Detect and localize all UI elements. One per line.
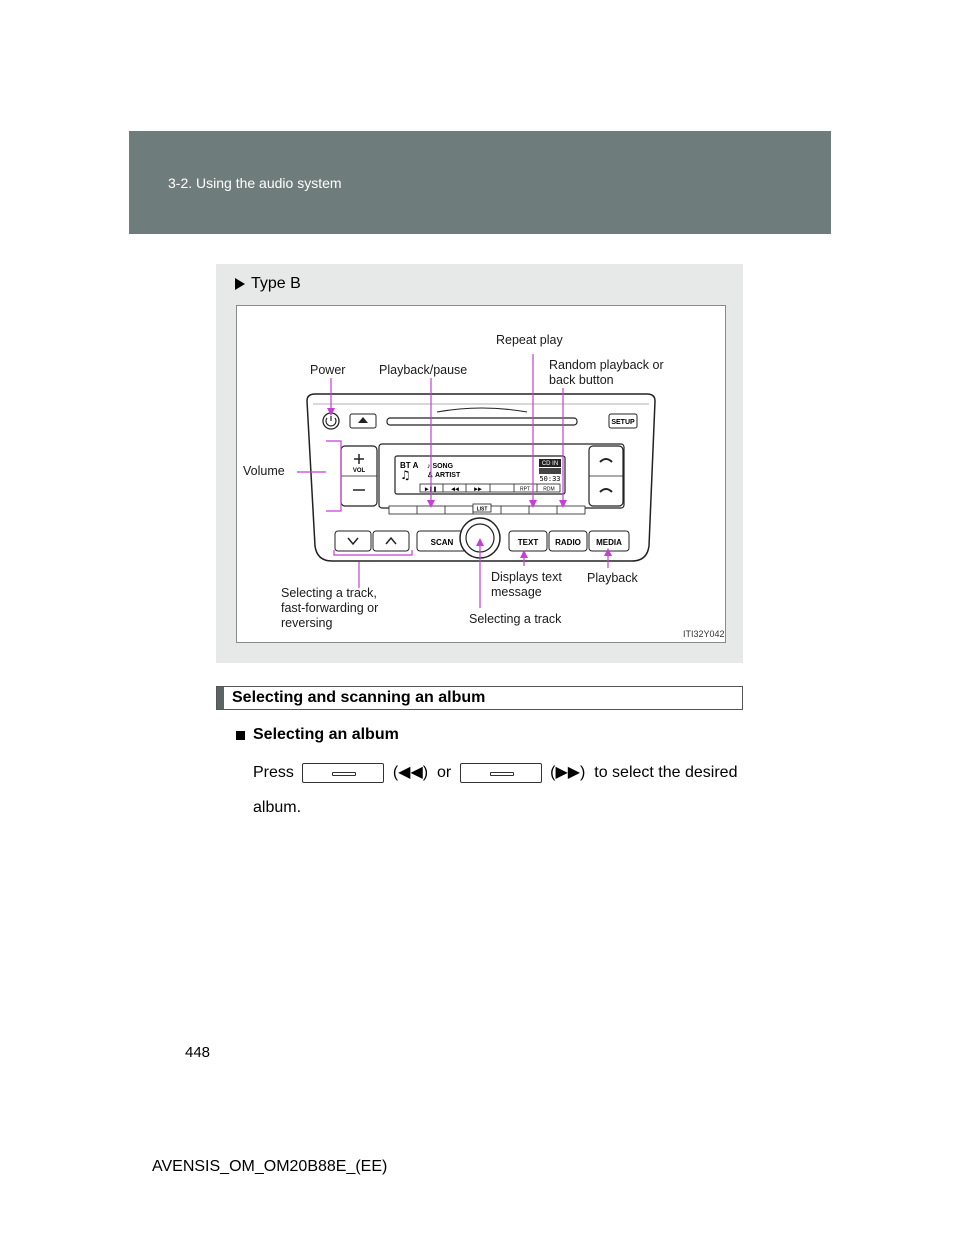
cd-in-label: CD IN — [541, 461, 559, 467]
artist-label: ♙ ARTIST — [427, 472, 461, 479]
callout-random-playback: Random playback or back button — [549, 358, 664, 387]
callout-playback-pause: Playback/pause — [379, 363, 468, 377]
chapter-header — [129, 131, 831, 234]
preset-button-icon — [302, 763, 384, 783]
list-label: LIST — [476, 506, 488, 513]
text-label: TEXT — [517, 538, 539, 547]
svg-text:▶❚❚: ▶❚❚ — [424, 486, 438, 493]
type-label-text: Type B — [251, 275, 301, 292]
image-code: ITI32Y042 — [683, 629, 725, 639]
square-bullet-icon — [236, 731, 245, 740]
audio-unit-illustration — [236, 305, 726, 643]
page-number: 448 — [185, 1044, 211, 1061]
callout-volume: Volume — [243, 464, 285, 478]
next-symbol: (▶▶) — [550, 764, 586, 781]
bullet-item — [236, 726, 399, 744]
section-heading-text: Selecting and scanning an album — [232, 689, 486, 706]
callout-displays-text: Displays text message — [491, 570, 562, 599]
svg-text:◀◀: ◀◀ — [451, 486, 459, 493]
or-text: or — [436, 764, 452, 781]
heading-accent-bar — [217, 687, 224, 709]
footer-code: AVENSIS_OM_OM20B88E_(EE) — [152, 1158, 388, 1175]
scan-label: SCAN — [430, 538, 454, 547]
figure-panel — [216, 264, 743, 663]
instruction-rest: to select the desired — [594, 764, 738, 781]
callout-selecting-track: Selecting a track — [469, 612, 562, 626]
callout-playback: Playback — [587, 571, 638, 585]
setup-label: SETUP — [611, 419, 635, 426]
prev-symbol: (◀◀) — [392, 764, 429, 781]
bt-a-label: BT A — [400, 461, 419, 470]
callout-selecting-track-fwd: Selecting a track, fast-forwarding or reversing — [281, 586, 379, 630]
section-title: 3-2. Using the audio system — [168, 175, 342, 191]
media-label: MEDIA — [596, 538, 622, 547]
preset-button-icon — [460, 763, 542, 783]
callout-power: Power — [310, 363, 346, 377]
type-label — [235, 275, 301, 293]
rpt-label: RPT — [520, 486, 530, 493]
vol-label: VOL — [352, 468, 366, 474]
song-label: ♪ SONG — [427, 463, 454, 470]
instruction-line-1 — [253, 762, 737, 783]
svg-text:▶▶: ▶▶ — [474, 486, 482, 493]
rdm-label: RDM — [543, 486, 555, 493]
section-heading — [216, 686, 743, 710]
time-label: 50:33 — [539, 475, 561, 483]
callout-repeat-play: Repeat play — [496, 333, 563, 347]
press-text: Press — [253, 764, 294, 781]
radio-label: RADIO — [555, 538, 581, 547]
bullet-text: Selecting an album — [253, 726, 399, 743]
svg-text:♫: ♫ — [400, 468, 411, 482]
triangle-bullet-icon — [235, 278, 245, 290]
instruction-line-2: album. — [253, 799, 302, 816]
